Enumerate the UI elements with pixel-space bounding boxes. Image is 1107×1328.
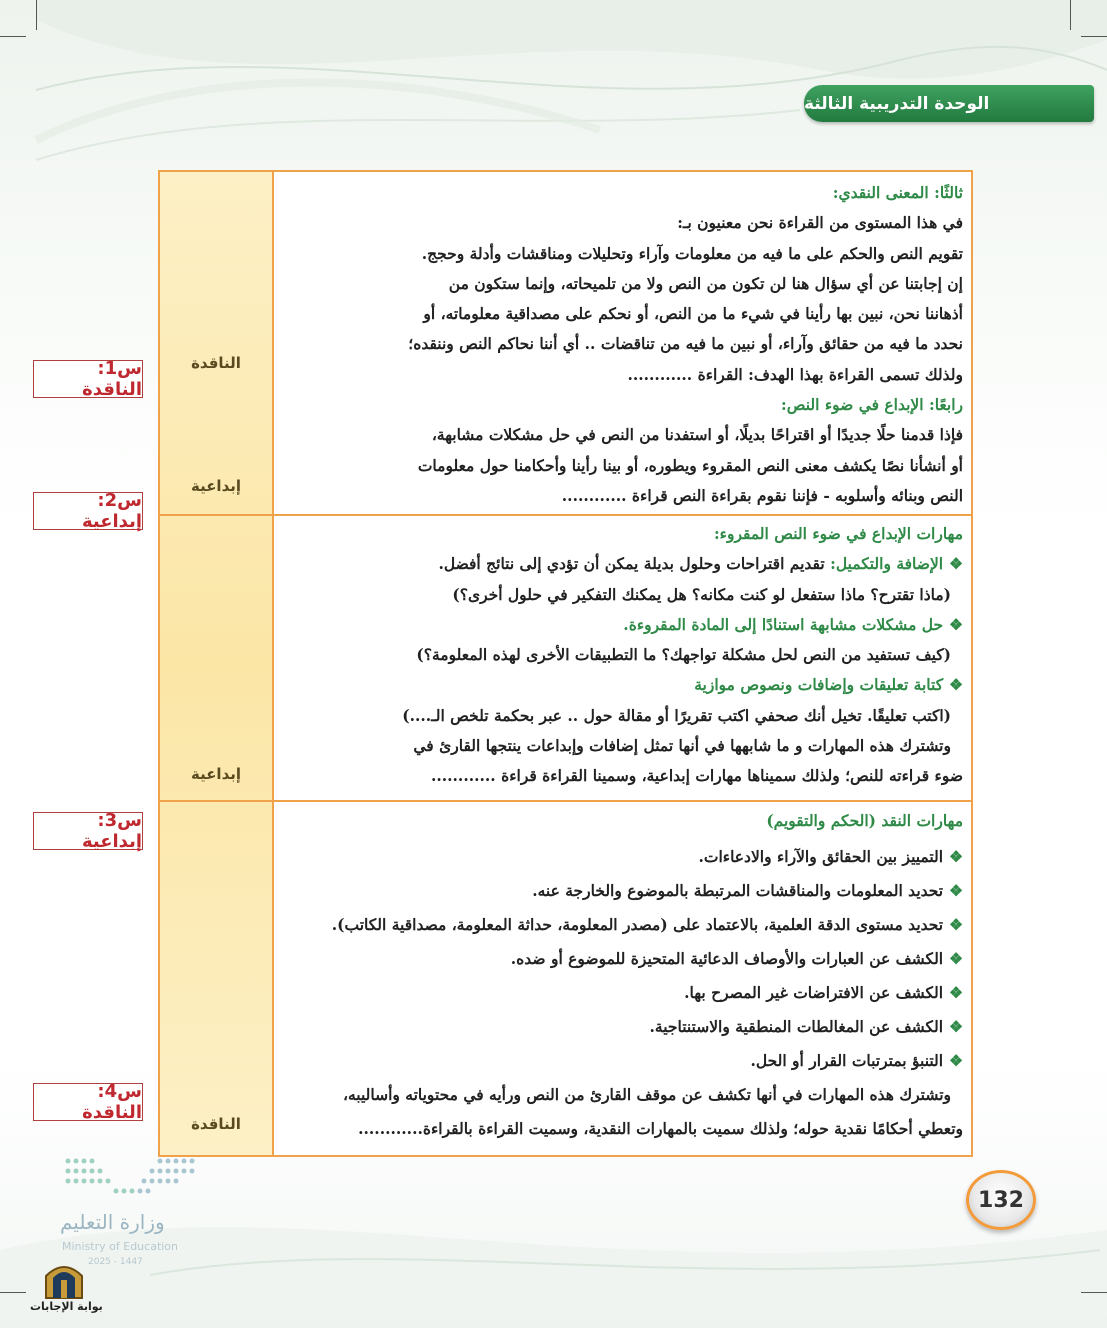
- section-heading: ثالثًا: المعنى النقدي:: [832, 183, 963, 202]
- paragraph-line: نحدد ما فيه من حقائق وآراء، أو نبين ما فيه من تناقضات .. أي أننا نحاكم النص وننقده؛: [408, 334, 963, 354]
- ministry-year: 2025 - 1447: [88, 1257, 143, 1267]
- skill-label-column: [160, 172, 274, 1155]
- paragraph-line: وتشترك هذه المهارات في أنها تكشف عن موقف القارئ من النص ورأيه في محتوياته وأساليبه،: [342, 1085, 951, 1104]
- crop-mark: [1081, 36, 1107, 37]
- answer-callout-q3: س3: إبداعية: [33, 812, 143, 850]
- section-heading: مهارات النقد (الحكم والتقويم): [766, 811, 963, 830]
- paragraph-line: النص وبنائه وأسلوبه - فإننا نقوم بقراءة النص قراءة ............: [561, 485, 963, 505]
- section-creative-skills: [283, 519, 963, 792]
- list-item: [283, 1010, 963, 1044]
- answer-callout-q2: س2: إبداعية: [33, 492, 143, 530]
- list-item: [283, 840, 963, 874]
- diamond-bullet-icon: ❖: [949, 675, 963, 695]
- page-number: 132: [966, 1170, 1036, 1230]
- paragraph-line: تقويم النص والحكم على ما فيه من معلومات وآراء وتحليلات ومناقشات وأدلة وحجج.: [421, 243, 963, 263]
- list-item: [283, 549, 963, 579]
- item-text: تحديد المعلومات والمناقشات المرتبطة بالموضوع والخارجة عنه.: [532, 881, 944, 900]
- answers-gate-label: بوابة الإجابات: [30, 1300, 103, 1313]
- section-critical-meaning: [283, 178, 963, 511]
- diamond-bullet-icon: ❖: [949, 554, 963, 574]
- ministry-logo-dots-icon: [60, 1155, 200, 1203]
- section-divider: [160, 800, 971, 802]
- item-title: حل مشكلات مشابهة استنادًا إلى المادة المقروءة.: [623, 614, 944, 634]
- section-heading: مهارات الإبداع في ضوء النص المقروء:: [713, 524, 963, 543]
- unit-title: الوحدة التدريبية الثالثة: [804, 93, 990, 114]
- diamond-bullet-icon: ❖: [949, 847, 963, 866]
- crop-mark: [0, 36, 26, 37]
- item-text: تقديم اقتراحات وحلول بديلة يمكن أن تؤدي إلى نتائج أفضل.: [438, 554, 831, 574]
- paragraph-line: ولذلك تسمى القراءة بهذا الهدف: القراءة ............: [627, 364, 963, 384]
- diamond-bullet-icon: ❖: [949, 1051, 963, 1070]
- paragraph-line: وتعطي أحكامًا نقدية حوله؛ ولذلك سميت بالمهارات النقدية، وسميت القراءة بالقراءة............: [358, 1119, 963, 1138]
- answers-gate-logo-icon: [42, 1258, 86, 1300]
- item-title: الإضافة والتكميل:: [830, 554, 944, 574]
- diamond-bullet-icon: ❖: [949, 614, 963, 634]
- crop-mark: [1081, 1292, 1107, 1293]
- paragraph-line: (كيف تستفيد من النص لحل مشكلة تواجهك؟ ما التطبيقات الأخرى لهذه المعلومة؟): [416, 645, 951, 665]
- item-text: الكشف عن المغالطات المنطقية والاستنتاجية.: [649, 1017, 944, 1036]
- side-label-ibdaiya: إبداعية: [190, 765, 242, 783]
- item-text: الكشف عن الافتراضات غير المصرح بها.: [684, 983, 944, 1002]
- item-text: تحديد مستوى الدقة العلمية، بالاعتماد على (مصدر المعلومة، حداثة المعلومة، مصداقية الكاتب).: [331, 915, 944, 934]
- item-text: الكشف عن العبارات والأوصاف الدعائية المتحيزة للموضوع أو ضده.: [510, 949, 944, 968]
- list-item: [283, 1044, 963, 1078]
- paragraph-line: إن إجابتنا عن أي سؤال هنا لن تكون من النص ولا من تلميحاته، وإنما ستكون من: [448, 273, 963, 293]
- item-text: التنبؤ بمترتبات القرار أو الحل.: [750, 1051, 944, 1070]
- ministry-name-ar: وزارة التعليم: [60, 1210, 165, 1234]
- diamond-bullet-icon: ❖: [949, 1017, 963, 1036]
- side-label-naqida: الناقدة: [191, 1115, 241, 1133]
- crop-mark: [1070, 0, 1071, 30]
- side-label-naqida: الناقدة: [191, 354, 241, 372]
- paragraph-line: أو أنشأنا نصًا يكشف معنى النص المقروء ويطوره، أو بينا رأينا وأحكامنا حول معلومات: [417, 455, 963, 475]
- list-item: [283, 874, 963, 908]
- diamond-bullet-icon: ❖: [949, 881, 963, 900]
- unit-title-badge: [804, 85, 1094, 122]
- crop-mark: [0, 1292, 26, 1293]
- paragraph-line: فإذا قدمنا حلًا جديدًا أو اقتراحًا بديلًا، أو استفدنا من النص في حل مشكلات مشابهة،: [431, 425, 963, 445]
- answer-callout-q4: س4: الناقدة: [33, 1083, 143, 1121]
- section-divider: [160, 514, 971, 516]
- crop-mark: [36, 0, 37, 30]
- list-item: [283, 670, 963, 700]
- item-text: التمييز بين الحقائق والآراء والادعاءات.: [698, 847, 944, 866]
- diamond-bullet-icon: ❖: [949, 983, 963, 1002]
- paragraph-line: (اكتب تعليقًا. تخيل أنك صحفي اكتب تقريرًا أو مقالة حول .. عبر بحكمة تلخص الـ....): [402, 705, 951, 725]
- list-item: [283, 610, 963, 640]
- answer-callout-q1: س1: الناقدة: [33, 360, 143, 398]
- paragraph-line: وتشترك هذه المهارات و ما شابهها في أنها تمثل إضافات وإبداعات ينتجها القارئ في: [413, 736, 951, 756]
- paragraph-line: في هذا المستوى من القراءة نحن معنيون بـ:: [677, 213, 963, 233]
- list-item: [283, 942, 963, 976]
- diamond-bullet-icon: ❖: [949, 949, 963, 968]
- side-label-ibdaiya: إبداعية: [190, 477, 242, 495]
- item-title: كتابة تعليقات وإضافات ونصوص موازية: [694, 675, 944, 695]
- list-item: [283, 908, 963, 942]
- section-heading: رابعًا: الإبداع في ضوء النص:: [781, 395, 963, 415]
- paragraph-line: (ماذا تقترح؟ ماذا ستفعل لو كنت مكانه؟ هل يمكنك التفكير في حلول أخرى؟): [452, 584, 951, 604]
- paragraph-line: ضوء قراءته للنص؛ ولذلك سميناها مهارات إبداعية، وسمينا القراءة قراءة ............: [430, 766, 963, 786]
- list-item: [283, 976, 963, 1010]
- diamond-bullet-icon: ❖: [949, 915, 963, 934]
- section-critique-skills: [283, 806, 963, 1146]
- paragraph-line: أذهاننا نحن، نبين بها رأينا في شيء ما من النص، أو نحكم على مصداقية معلوماته، أو: [423, 304, 963, 324]
- ministry-name-en: Ministry of Education: [62, 1240, 179, 1253]
